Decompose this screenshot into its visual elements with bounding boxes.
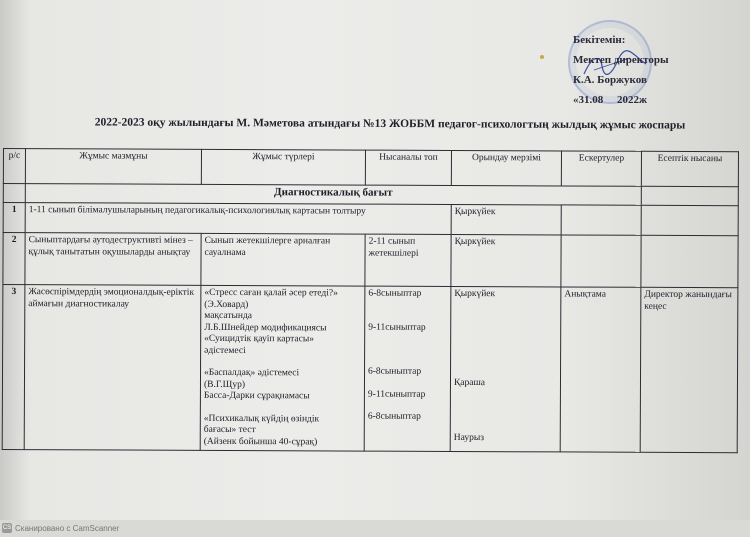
plan-table: [2, 148, 739, 453]
term-line: Қараша: [453, 377, 486, 388]
group-line: 9-11сыныптар: [367, 389, 426, 400]
row-num: 2: [3, 233, 25, 285]
type-line: (Айзенк бойынша 40-сұрақ): [203, 436, 318, 447]
row-note: Анықтама: [560, 287, 641, 452]
type-line: «Баспалдақ» әдістемесі: [203, 367, 300, 379]
approval-block: [573, 30, 669, 110]
date-year: 2022ж: [617, 94, 647, 106]
group-line: [368, 300, 447, 311]
table-header-row: [3, 149, 738, 187]
term-line: [454, 389, 557, 400]
header-types: Жұмыс түрлері: [201, 149, 365, 185]
header-term: Орындау мерзімі: [451, 150, 561, 185]
term-line: [454, 355, 557, 366]
approval-date: [573, 90, 669, 110]
group-line: 6-8сыныптар: [367, 411, 421, 422]
row-content: Сыныптардағы аутодеструктивті мінез – құлық танытатын оқушыларды анықтау: [25, 233, 201, 286]
term-line: [454, 311, 557, 322]
row-report: [641, 235, 738, 287]
table-row: [3, 233, 738, 288]
type-line: бағасы» тест: [203, 424, 256, 436]
group-line: [368, 356, 447, 367]
header-group: Нысаналы топ: [365, 150, 451, 185]
type-line: «Суицидтік қауіп картасы»: [204, 333, 315, 345]
row-group: 2-11 сынып жетекшілері: [365, 234, 451, 286]
type-line: «Стресс саған қалай әсер етеді?» (Э.Ховард): [204, 287, 338, 310]
group-line: [368, 334, 447, 345]
row-types: Сынып жетекшілерге арналған сауалнама: [201, 233, 365, 286]
type-line: Басса-Дарки сұрақнамасы: [203, 390, 310, 402]
scanner-watermark: [2, 523, 119, 533]
type-line: (В.Г.Щур): [203, 379, 246, 390]
group-line: 9-11сыныптар: [368, 322, 426, 333]
row-types: [200, 285, 365, 451]
approval-heading: Бекітемін:: [573, 34, 626, 46]
row-note: [561, 235, 641, 287]
group-line: [368, 345, 447, 356]
term-line: [454, 322, 557, 333]
bullet-dot: [540, 55, 544, 59]
term-line: Наурыз: [453, 432, 484, 444]
group-line: [368, 311, 447, 322]
term-line: [454, 422, 557, 433]
row-num: 3: [2, 285, 25, 450]
type-line: мақсатында: [204, 310, 253, 322]
header-report: Есептік нысаны: [641, 151, 738, 186]
row-term: Қыркүйек: [451, 204, 561, 234]
row-report: [641, 205, 738, 235]
group-line: 6-8сыныптар: [368, 366, 422, 377]
type-line: [204, 402, 361, 414]
row-group: [364, 286, 451, 451]
camscanner-icon: CS: [2, 525, 12, 531]
term-line: [454, 411, 557, 422]
term-line: [454, 400, 557, 411]
type-line: «Психикалық күйдің өзіндік: [203, 413, 320, 424]
group-line: 6-8сыныптар: [368, 288, 422, 299]
header-num: р/с: [3, 149, 25, 184]
section-title: Диагностикалық бағыт: [25, 184, 641, 206]
document-title: 2022-2023 оқу жылындағы М. Мәметова атындағы №13 ЖОББМ педагог-психологтың жылдық жұмыс жоспары: [94, 116, 686, 132]
scanner-text: Сканировано с CamScanner: [15, 523, 120, 533]
row-term: [450, 286, 561, 451]
row-content: Жасөспірімдердің эмоционалдық-еріктік аймағын диагностикалау: [24, 285, 201, 451]
date-quote: «: [573, 94, 579, 106]
date-month: 08: [592, 94, 604, 106]
term-line: [454, 300, 557, 311]
row-content: 1-11 сынып білімалушыларының педагогикалық-психологиялық картасын толтыру: [25, 203, 451, 235]
term-line: Қыркүйек: [454, 288, 496, 300]
row-note: [561, 205, 641, 235]
type-line: Л.Б.Шнейдер модификациясы: [204, 322, 327, 333]
date-sep: .: [589, 94, 593, 106]
table-row: [2, 285, 738, 453]
term-line: [454, 333, 557, 344]
table-row: [3, 203, 738, 236]
term-line: [454, 344, 557, 355]
row-term: Қыркүйек: [451, 234, 561, 286]
type-line: [204, 357, 361, 369]
type-line: әдістемесі: [204, 345, 246, 356]
row-report: Директор жанындағы кеңес: [640, 287, 738, 452]
term-line: [454, 366, 557, 377]
row-num: 1: [3, 203, 25, 233]
approval-signer: К.А. Боржуков: [573, 74, 647, 86]
header-content: Жұмыс мазмұны: [25, 149, 201, 185]
group-line: [368, 378, 447, 389]
date-day: 31: [578, 94, 590, 106]
header-note: Ескертулер: [561, 151, 641, 186]
approval-position: Мектеп директоры: [573, 54, 669, 66]
group-line: [368, 401, 447, 412]
